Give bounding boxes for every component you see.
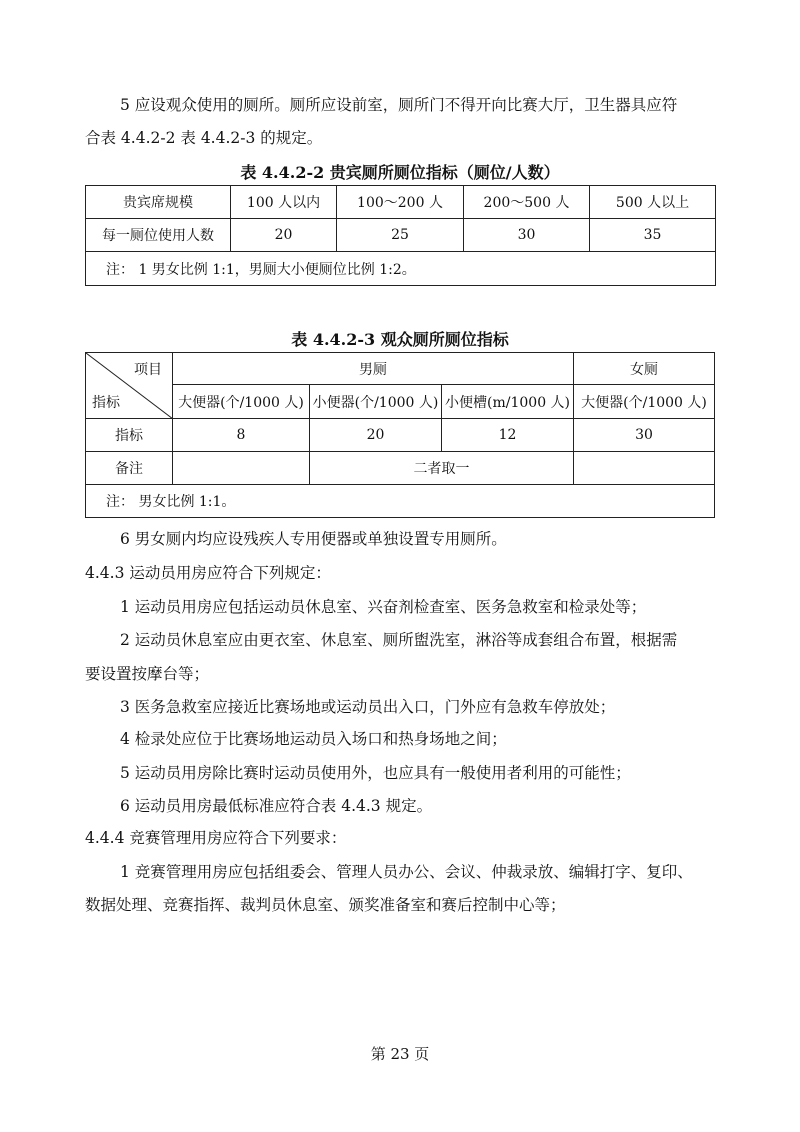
clause-4-4-3-4: 4 检录处应位于比赛场地运动员入场口和热身场地之间； <box>120 730 507 748</box>
table-cell: 30 <box>464 219 590 252</box>
table-header-cell: 小便槽(m/1000 人) <box>442 385 574 419</box>
table-cell: 20 <box>231 219 337 252</box>
table-header-cell: 200～500 人 <box>464 186 590 219</box>
clause-4-4-3-2-line1: 2 运动员休息室应由更衣室、休息室、厕所盥洗室，淋浴等成套组合布置，根据需 <box>120 631 678 649</box>
corner-label-indicator: 指标 <box>92 395 120 411</box>
table-note-row <box>86 485 715 518</box>
table-note: 注： 男女比例 1:1。 <box>86 485 715 518</box>
paragraph-5-line1: 5 应设观众使用的厕所。厕所应设前室，厕所门不得开向比赛大厅，卫生器具应符 <box>120 96 678 114</box>
diagonal-header-cell <box>86 353 173 419</box>
clause-4-4-4-1-line1: 1 竞赛管理用房应包括组委会、管理人员办公、会议、仲裁录放、编辑打字、复印、 <box>120 863 693 881</box>
male-header: 男厕 <box>173 353 574 385</box>
page-number: 第 23 页 <box>370 1045 430 1063</box>
paragraph-6: 6 男女厕内均应设残疾人专用便器或单独设置专用厕所。 <box>120 530 507 548</box>
clause-4-4-3-1: 1 运动员用房应包括运动员休息室、兴奋剂检查室、医务急救室和检录处等； <box>120 598 647 616</box>
clause-4-4-4-1-line2: 数据处理、竞赛指挥、裁判员休息室、颁奖准备室和赛后控制中心等； <box>85 896 566 914</box>
corner-label-project: 项目 <box>134 362 162 378</box>
table-note-row <box>86 252 716 286</box>
table-cell <box>574 452 715 485</box>
clause-4-4-3-5: 5 运动员用房除比赛时运动员使用外，也应具有一般使用者利用的可能性； <box>120 764 631 782</box>
table-4-4-2-3 <box>85 352 715 518</box>
table-header-cell: 贵宾席规模 <box>86 186 231 219</box>
table-header-cell: 大便器(个/1000 人) <box>574 385 715 419</box>
table-cell: 30 <box>574 419 715 452</box>
clause-4-4-3-3: 3 医务急救室应接近比赛场地或运动员出入口，门外应有急救车停放处； <box>120 698 616 716</box>
table-4-4-2-3-caption: 表 4.4.2-3 观众厕所厕位指标 <box>291 330 509 349</box>
row-label: 指标 <box>86 419 173 452</box>
table-cell: 20 <box>310 419 442 452</box>
table-cell: 每一厕位使用人数 <box>86 219 231 252</box>
clause-4-4-3-6: 6 运动员用房最低标准应符合表 4.4.3 规定。 <box>120 797 433 815</box>
female-header: 女厕 <box>574 353 715 385</box>
table-cell: 25 <box>337 219 464 252</box>
table-cell: 35 <box>590 219 716 252</box>
table-4-4-2-2 <box>85 185 716 286</box>
table-subheader-row <box>86 385 715 419</box>
table-cell: 12 <box>442 419 574 452</box>
table-row <box>86 219 716 252</box>
table-header-cell: 100 人以内 <box>231 186 337 219</box>
row-label: 备注 <box>86 452 173 485</box>
section-4-4-3-heading: 4.4.3 运动员用房应符合下列规定： <box>85 564 331 582</box>
table-cell: 8 <box>173 419 310 452</box>
table-row <box>86 452 715 485</box>
table-header-cell: 小便器(个/1000 人) <box>310 385 442 419</box>
table-row <box>86 419 715 452</box>
clause-4-4-3-2-line2: 要设置按摩台等； <box>85 665 210 683</box>
table-header-cell: 500 人以上 <box>590 186 716 219</box>
table-header-cell: 大便器(个/1000 人) <box>173 385 310 419</box>
table-header-row <box>86 353 715 385</box>
section-4-4-4-heading: 4.4.4 竞赛管理用房应符合下列要求： <box>85 829 347 847</box>
table-header-cell: 100～200 人 <box>337 186 464 219</box>
table-cell <box>173 452 310 485</box>
table-4-4-2-2-caption: 表 4.4.2-2 贵宾厕所厕位指标（厕位/人数） <box>240 163 560 182</box>
table-cell-merged: 二者取一 <box>310 452 574 485</box>
table-header-row <box>86 186 716 219</box>
table-note: 注： 1 男女比例 1:1，男厕大小便厕位比例 1:2。 <box>86 252 716 286</box>
paragraph-5-line2: 合表 4.4.2-2 表 4.4.2-3 的规定。 <box>85 129 323 147</box>
